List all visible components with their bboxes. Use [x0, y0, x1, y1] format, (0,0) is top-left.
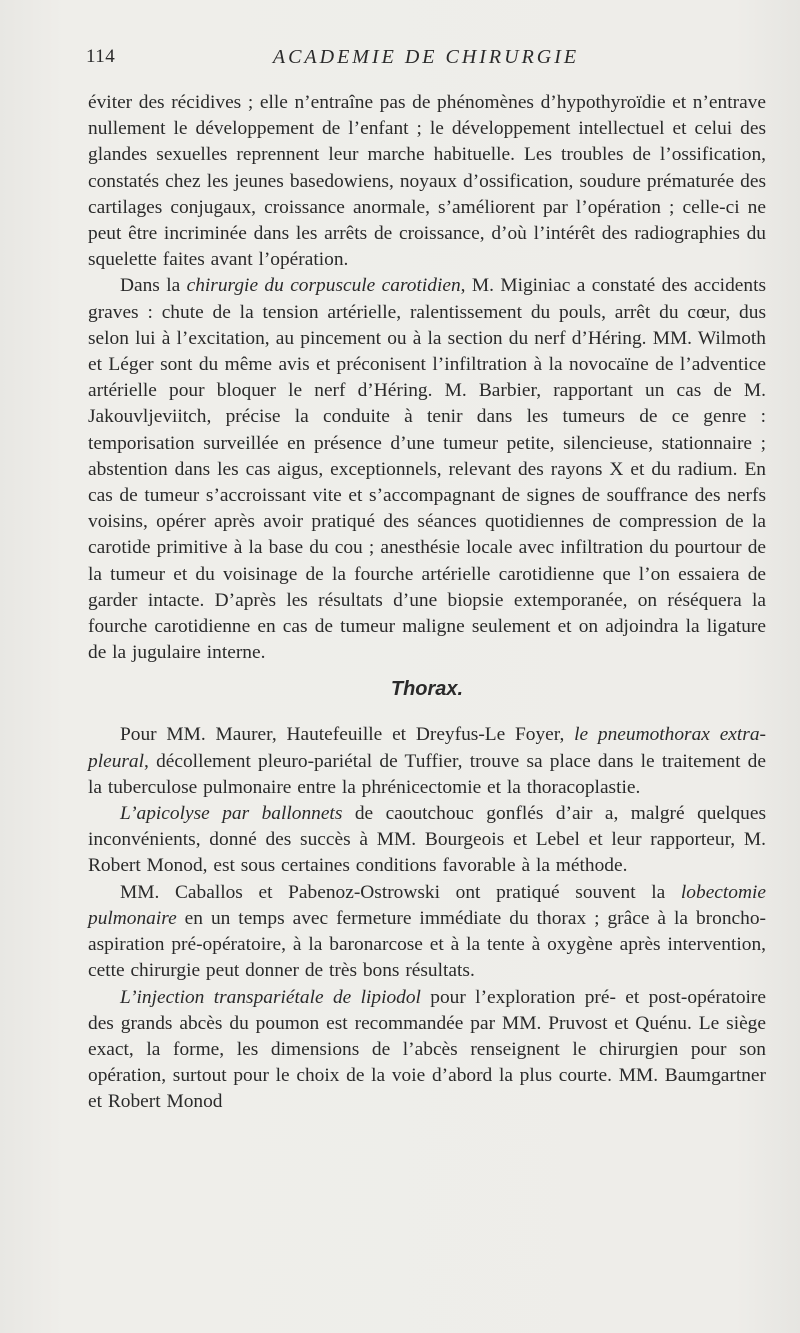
paragraph-lipiodol-injection: L’injection transpariétale de lipiodol pour l’exploration pré- et post-opératoire des grands abcès du poumon est recommandée par MM. Pruvost et Quénu. Le siège exact, la forme, les dimensions de l’abcès renseignent le chirurgien pour son opération, surtout pour le choix de la voie d’abord la plus courte. MM. Baumgartner et Robert Monod	[88, 986, 766, 1113]
paragraph-carotid-body-surgery: Dans la chirurgie du corpuscule carotidien, M. Miginiac a constaté des accidents graves : chute de la tension artérielle, ralentissement du pouls, arrêt du cœur, dus selon lui à l’excitation, au pincement ou à la section du nerf d’Héring. MM. Wilmoth et Léger sont du même avis et préconisent l’infiltration à la novocaïne de l’adventice artérielle pour bloquer le nerf d’Héring. M. Barbier, rapportant un cas de M. Jakouvljeviitch, précise la conduite à tenir dans les tumeurs de ce genre : temporisation surveillée en présence d’une tumeur petite, silencieuse, stationnaire ; abstention dans les cas aigus, exceptionnels, relevant des rayons X et du radium. En cas de tumeur s’accroissant vite et s’accompagnant de signes de souffrance des nerfs voisins, opérer après avoir pratiqué des séances quotidiennes de compression de la carotide primitive à la base du cou ; anesthésie locale avec infiltration du pourtour de la tumeur et du voisinage de la fourche artérielle carotidienne que l’on essaiera de garder intacte. D’après les résultats d’une biopsie extemporanée, on réséquera la fourche carotidienne en cas de tumeur maligne seulement et on adjoindra la ligature de la jugulaire interne.	[88, 275, 766, 664]
paragraph-hyperthyroid-surgery: éviter des récidives ; elle n’entraîne pas de phénomènes d’hypothyroïdie et n’entrave nullement le développement de l’enfant ; le développement intellectuel et celui des glandes sexuelles reprennent leur marche habituelle. Les troubles de l’ossification, constatés chez les jeunes basedowiens, noyaux d’ossification, soudure prématurée des cartilages conjugaux, croissance anormale, s’améliorent par l’opération ; celle-ci ne peut être incriminée dans les arrêts de croissance, d’où l’intérêt des radiographies du squelette faites avant l’opération.	[88, 92, 766, 271]
emphasis-carotid-body: chirurgie du corpuscule carotidien	[186, 275, 461, 297]
paragraph-lobectomy: MM. Caballos et Pabenoz-Ostrowski ont pratiqué souvent la lobectomie pulmonaire en un temps avec fermeture immédiate du thorax ; grâce à la broncho-aspiration pré-opératoire, à la baronarcose et à la tente à oxygène après intervention, cette chirurgie peut donner de très bons résultats.	[88, 881, 766, 982]
emphasis-lobectomy: lobectomie pulmonaire	[88, 881, 766, 929]
emphasis-pneumothorax: le pneumothorax extra-pleural	[88, 724, 766, 772]
page-number: 114	[86, 46, 116, 67]
emphasis-lipiodol: L’injection transpariétale de lipiodol	[120, 986, 421, 1008]
running-title: ACADEMIE DE CHIRURGIE	[272, 46, 580, 68]
emphasis-apicolysis: L’apicolyse par ballonnets	[120, 803, 343, 825]
section-heading-thorax: Thorax.	[390, 678, 464, 701]
paragraph-extrapleural-pneumothorax: Pour MM. Maurer, Hautefeuille et Dreyfus-Le Foyer, le pneumothorax extra-pleural, décollement pleuro-pariétal de Tuffier, trouve sa place dans le traitement de la tuberculose pulmonaire entre la phrénicectomie et la thoracoplastie.	[88, 724, 766, 798]
paragraph-apicolysis: L’apicolyse par ballonnets de caoutchouc gonflés d’air a, malgré quelques inconvénients, donné des succès à MM. Bourgeois et Lebel et leur rapporteur, M. Robert Monod, est sous certaines conditions favorable à la méthode.	[88, 803, 766, 877]
body-text	[88, 90, 766, 1116]
page-header	[86, 46, 766, 76]
